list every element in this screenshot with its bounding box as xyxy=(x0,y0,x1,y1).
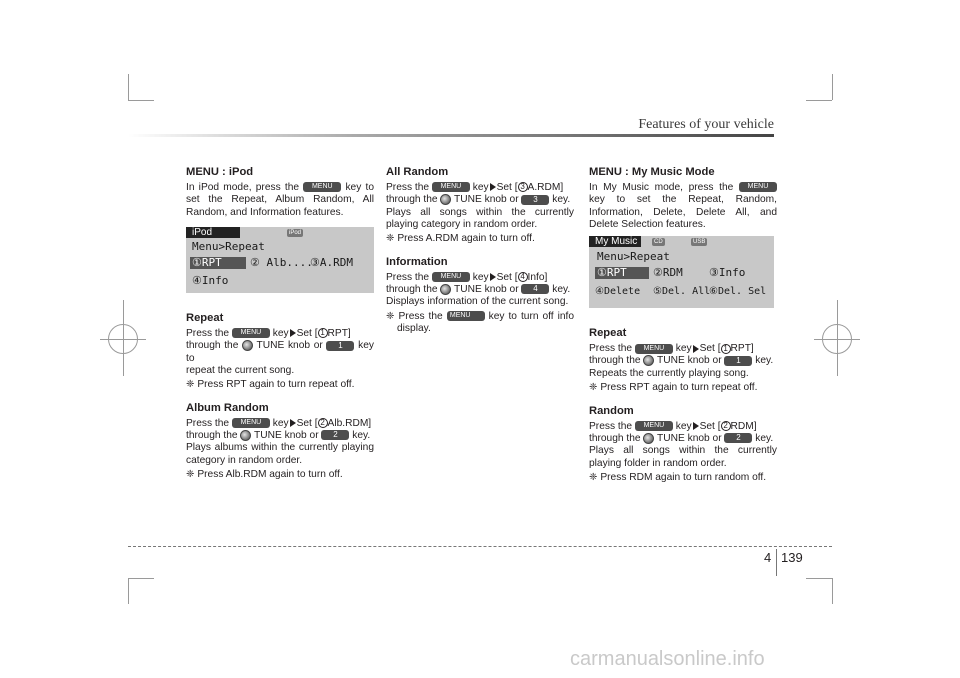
crop-mark xyxy=(832,74,833,100)
lcd-title-bar: My Music xyxy=(589,236,641,247)
my-music-intro: In My Music mode, press the MENU key to set the Repeat, Random, Information, Delete, Delete All, and Delete Selection features. xyxy=(589,182,777,230)
my-music-lcd-screen xyxy=(589,236,774,308)
number-circle-icon: 1 xyxy=(318,328,328,338)
information-note: ❈ Press the MENU key to turn off info display. xyxy=(386,310,575,335)
my-music-random-section: Random Press the MENU key Set [ 2 RDM] through the TUNE knob or 2 key. Plays all songs within the currently playing folder in random order. ❈ Press RDM again to turn random off. xyxy=(589,404,777,483)
information-section: Information Press the MENU key Set [ 4 Info] through the TUNE knob or 4 key. Displays information of the current song. ❈ Press the MENU key to turn off info display. xyxy=(386,255,575,335)
tune-knob-icon xyxy=(643,433,654,444)
information-heading: Information xyxy=(386,255,448,268)
menu-key-icon: MENU xyxy=(635,344,673,354)
lcd-menu-line: Menu>Repeat xyxy=(597,250,670,263)
arrow-right-icon xyxy=(490,183,496,191)
ipod-lcd-screen xyxy=(186,227,374,293)
lcd-item-rdm: ②RDM xyxy=(653,266,683,279)
all-random-section: All Random Press the MENU key Set [ 3 A.RDM] through the TUNE knob or 3 key. Plays all songs within the currently playing category in random order. ❈ Press A.RDM again to turn off. xyxy=(386,166,574,245)
usb-badge: USB xyxy=(693,239,706,245)
arrow-right-icon xyxy=(693,422,699,430)
chapter-number: 4 xyxy=(764,550,772,565)
tune-knob-icon xyxy=(240,430,251,441)
page-number-divider xyxy=(776,549,777,576)
crop-mark xyxy=(128,578,129,604)
my-music-menu-heading: MENU : My Music Mode xyxy=(589,166,715,178)
my-music-repeat-note: ❈ Press RPT again to turn repeat off. xyxy=(589,382,758,394)
tune-knob-icon xyxy=(440,284,451,295)
registration-cross xyxy=(123,300,124,376)
tune-knob-icon xyxy=(643,355,654,366)
album-random-note: ❈ Press Alb.RDM again to turn off. xyxy=(186,468,343,480)
number-circle-icon: 2 xyxy=(721,421,731,431)
number-circle-icon: 1 xyxy=(721,344,731,354)
number-circle-icon: 2 xyxy=(318,418,328,428)
lcd-item-rpt: ①RPT xyxy=(595,267,649,279)
number-key-icon: 2 xyxy=(724,433,752,443)
ipod-repeat-note: ❈ Press RPT again to turn repeat off. xyxy=(186,379,355,391)
my-music-repeat-heading: Repeat xyxy=(589,327,627,340)
footer-dashed-rule xyxy=(128,546,832,547)
ipod-menu-heading: MENU : iPod xyxy=(186,166,254,178)
menu-key-icon: MENU xyxy=(432,182,470,192)
ipod-intro: In iPod mode, press the MENU key to set the Repeat, Album Random, All Random, and Information features. xyxy=(186,182,374,218)
ipod-badge: iPod xyxy=(289,230,302,236)
menu-key-icon: MENU xyxy=(432,272,470,282)
lcd-item-del-sel: ⑥Del. Sel xyxy=(709,286,767,297)
registration-cross xyxy=(837,300,838,376)
menu-key-icon: MENU xyxy=(303,182,341,192)
crop-mark xyxy=(128,74,129,100)
arrow-right-icon xyxy=(490,273,496,281)
watermark: carmanualsonline.info xyxy=(570,648,765,670)
page-number: 139 xyxy=(781,550,803,565)
number-key-icon: 2 xyxy=(321,430,349,440)
tune-knob-icon xyxy=(440,194,451,205)
header-rule xyxy=(128,134,774,137)
my-music-repeat-section: Repeat Press the MENU key Set [ 1 RPT] through the TUNE knob or 1 key. Repeats the currently playing song. ❈ Press RPT again to turn repeat off. xyxy=(589,327,777,394)
lcd-menu-line: Menu>Repeat xyxy=(192,240,265,253)
crop-mark xyxy=(806,100,832,101)
number-key-icon: 1 xyxy=(326,341,354,351)
lcd-item-del-all: ⑤Del. All xyxy=(653,286,711,297)
column-all-random xyxy=(386,166,574,335)
tune-knob-icon xyxy=(242,340,253,351)
menu-key-icon: MENU xyxy=(635,421,673,431)
ipod-repeat-heading: Repeat xyxy=(186,311,224,324)
all-random-heading: All Random xyxy=(386,166,449,178)
cd-badge: CD xyxy=(654,239,663,245)
arrow-right-icon xyxy=(290,419,296,427)
column-ipod xyxy=(186,166,374,481)
number-circle-icon: 4 xyxy=(518,272,528,282)
arrow-right-icon xyxy=(290,329,296,337)
ipod-repeat-section: Repeat Press the MENU key Set [ 1 RPT] through the TUNE knob or 1 key to repeat the current song. ❈ Press RPT again to turn repeat off. xyxy=(186,311,374,391)
column-my-music xyxy=(589,166,777,484)
section-header-title: Features of your vehicle xyxy=(638,117,774,132)
crop-mark xyxy=(128,578,154,579)
my-music-random-note: ❈ Press RDM again to turn random off. xyxy=(589,471,767,483)
lcd-item-info: ④Info xyxy=(192,274,229,287)
lcd-title-bar: iPod xyxy=(186,227,240,238)
number-key-icon: 4 xyxy=(521,284,549,294)
all-random-note: ❈ Press A.RDM again to turn off. xyxy=(386,233,535,245)
number-circle-icon: 3 xyxy=(518,182,528,192)
lcd-item-alb: ② Alb.... xyxy=(250,256,313,269)
crop-mark xyxy=(832,578,833,604)
lcd-item-rpt: ①RPT xyxy=(190,257,246,269)
album-random-heading: Album Random xyxy=(186,401,269,414)
crop-mark xyxy=(128,100,154,101)
arrow-right-icon xyxy=(693,345,699,353)
number-key-icon: 1 xyxy=(724,356,752,366)
ipod-album-random-section: Album Random Press the MENU key Set [ 2 Alb.RDM] through the TUNE knob or 2 key. Plays albums within the currently playing category in random order. ❈ Press Alb.RDM again to turn off. xyxy=(186,401,374,480)
my-music-random-heading: Random xyxy=(589,404,634,417)
lcd-item-ardm: ③A.RDM xyxy=(310,256,353,269)
number-key-icon: 3 xyxy=(521,195,549,205)
lcd-item-info: ③Info xyxy=(709,266,746,279)
menu-key-icon: MENU xyxy=(232,328,270,338)
menu-key-icon: MENU xyxy=(232,418,270,428)
crop-mark xyxy=(806,578,832,579)
menu-key-icon: MENU xyxy=(739,182,777,192)
menu-key-icon: MENU xyxy=(447,311,485,321)
lcd-item-delete: ④Delete xyxy=(595,286,641,297)
